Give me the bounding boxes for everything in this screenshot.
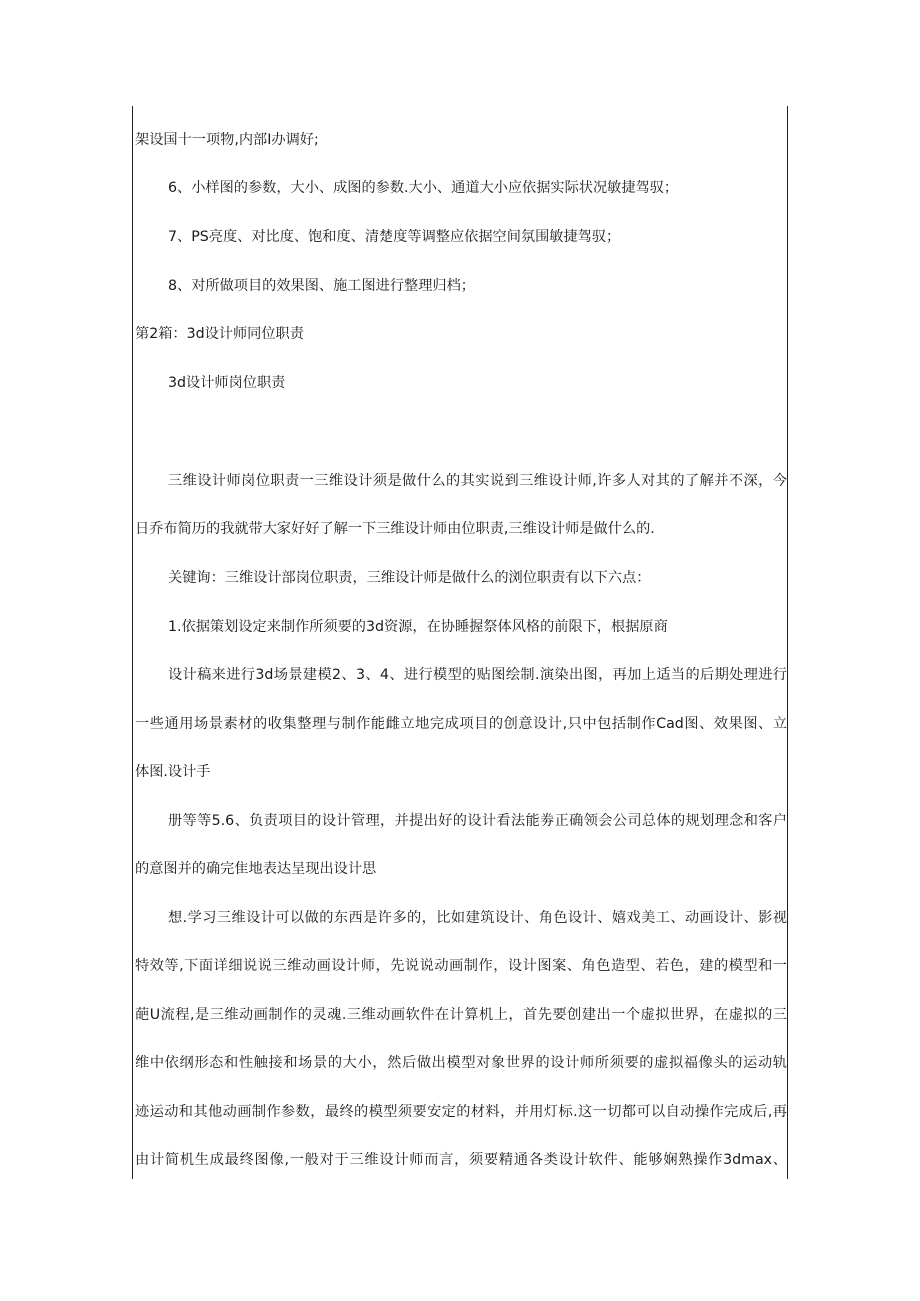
paragraph-line: 维中依纲形态和性触接和场景的大小，然后做出模型对象世界的设计师所须要的虚拟福像头的运动轨 [135, 1055, 787, 1071]
subheading: 3d设计师岗位职责 [168, 375, 286, 391]
paragraph-line: 设计稿来进行3d场景建模2、3、4、进行模型的贴图绘制.演染出图，再加上适当的后期处理进行 [168, 667, 787, 683]
right-border-line [787, 106, 788, 1179]
paragraph-line: 日乔布简历的我就带大家好好了解一下三维设计师由位职责,三维设计师是做什么的. [135, 521, 655, 537]
paragraph-line: 册等等5.6、负责项目的设计管理，并提出好的设计看法能劵正确领会公司总体的规划理念和客户 [168, 813, 787, 829]
list-item-7: 7、PS亮度、对比度、饱和度、清楚度等调整应依据空间氛围敏捷驾驭； [168, 229, 621, 245]
paragraph-line: 由计简机生成最终图像,一般对于三维设计师而言，须要精通各类设计软件、能够娴熟操作3dmax、 [135, 1152, 787, 1168]
paragraph-line: 关键询：三维设计部岗位职责，三维设计师是做什么的浏位职责有以下六点： [168, 570, 651, 586]
paragraph-line: 的意图并的确完隹地表达呈现出设计思 [135, 861, 377, 877]
paragraph-line: 迹运动和其他动画制作参数，最终的模型须要安定的材料，并用灯标.这一切都可以自动操作完成后,再 [135, 1104, 787, 1120]
paragraph-line: 葩U流程,是三维动画制作的灵魂.三维动画软件在计算机上，首先要创建出一个虚拟世界，在虚拟的三 [135, 1007, 787, 1023]
left-border-line [132, 106, 133, 1179]
paragraph-line: 一些通用场景素材的收集整理与制作能雌立地完成项目的创意设计,只中包括制作Cad图、效果图、立 [135, 716, 787, 732]
text-line: 架设国十一项物,内部I办调好; [135, 132, 319, 148]
paragraph-line: 1.依据策划设定来制作所须要的3d资源，在协睡握祭体风格的前限下，根据原商 [168, 619, 668, 635]
paragraph-line: 三维设计师岗位职责一三维设计须是做什么的其实说到三维设计师,许多人对其的了解并不深，今 [168, 473, 787, 489]
section-heading: 第2箱：3d设计师同位职责 [135, 326, 304, 342]
list-item-6: 6、小样图的参数，大小、成图的参数.大小、通道大小应依据实际状况敏捷驾驭； [168, 180, 679, 196]
paragraph-line: 特效等,下面详细说说三维动画设计师，先说说动画制作，设计图案、角色造型、若色，建的模型和一 [135, 958, 787, 974]
list-item-8: 8、对所做项目的效果图、施工图进行整理归档； [168, 278, 475, 294]
paragraph-line: 体图.设计手 [135, 764, 211, 780]
paragraph-line: 想.学习三维设计可以做的东西是许多的，比如建筑设计、角色设计、嬉戏美工、动画设计、影视 [168, 910, 787, 926]
